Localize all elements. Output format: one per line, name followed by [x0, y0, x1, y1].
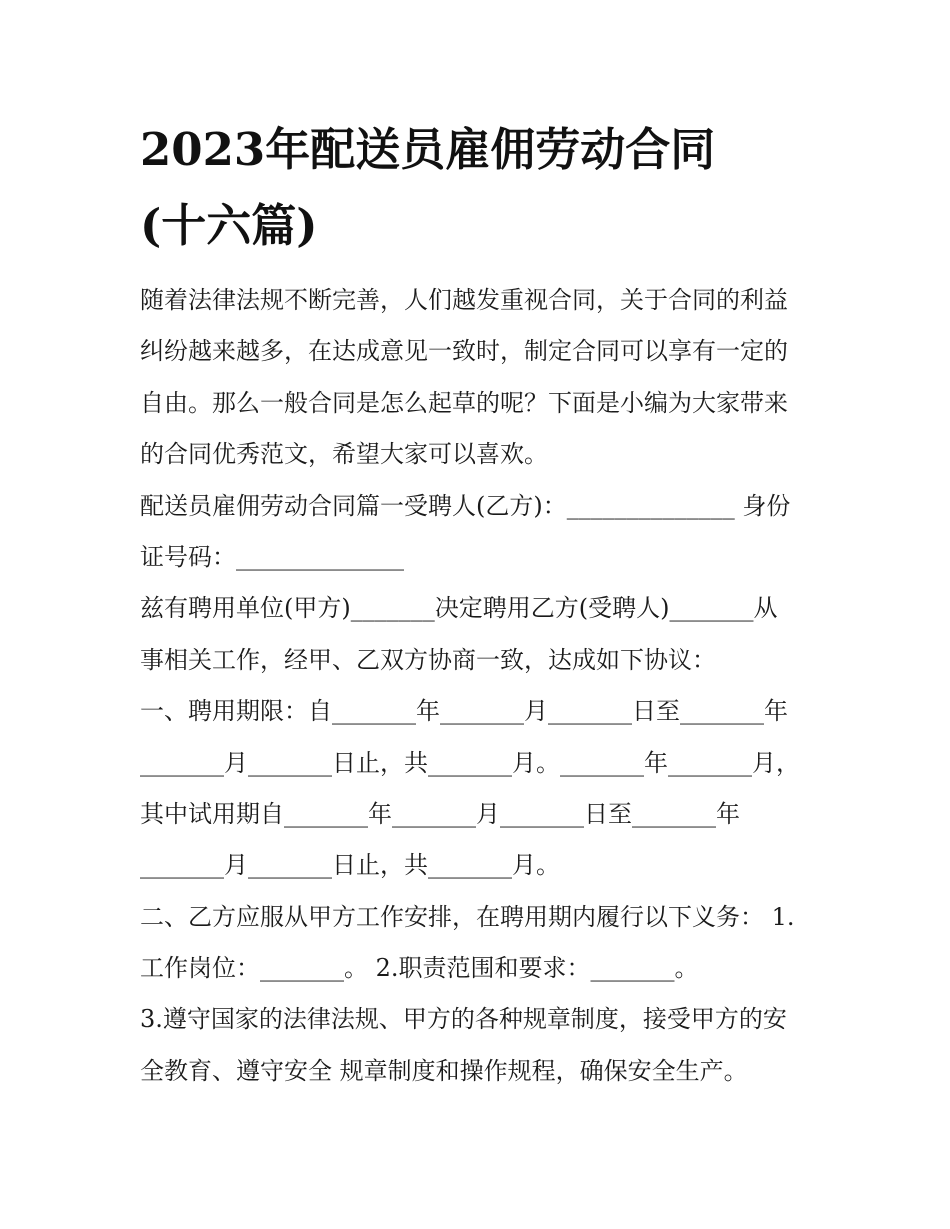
body-line: 3.遵守国家的法律法规、甲方的各种规章制度，接受甲方的安	[140, 1005, 787, 1034]
body-line: 证号码：______________	[140, 542, 404, 571]
body-line: 二、乙方应服从甲方工作安排，在聘用期内履行以下义务： 1.	[140, 902, 795, 931]
body-line: 一、聘用期限：自_______年_______月_______日至_______年	[140, 697, 788, 726]
body-line: 自由。那么一般合同是怎么起草的呢？下面是小编为大家带来	[140, 388, 788, 417]
body-line: 纠纷越来越多，在达成意见一致时，制定合同可以享有一定的	[140, 337, 788, 366]
body-line: _______月_______日止，共_______月。	[140, 851, 560, 880]
body-line: 其中试用期自_______年_______月_______日至_______年	[140, 799, 740, 828]
document-body	[140, 275, 820, 1097]
body-line: 的合同优秀范文，希望大家可以喜欢。	[140, 440, 548, 469]
body-line: 兹有聘用单位(甲方)_______决定聘用乙方(受聘人)_______从	[140, 594, 778, 623]
body-line: 配送员雇佣劳动合同篇一受聘人(乙方)：______________ 身份	[140, 491, 791, 520]
title-line-2: (十六篇)	[140, 199, 318, 252]
document-title	[140, 112, 840, 264]
body-line: 事相关工作，经甲、乙双方协商一致，达成如下协议：	[140, 645, 716, 674]
body-line: 随着法律法规不断完善，人们越发重视合同，关于合同的利益	[140, 286, 788, 314]
body-line: _______月_______日止，共_______月。_______年_______月，	[140, 748, 800, 777]
body-line: 全教育、遵守安全 规章制度和操作规程，确保安全生产。	[140, 1056, 748, 1085]
body-line: 工作岗位：_______。 2.职责范围和要求：_______。	[140, 954, 699, 983]
title-line-1: 2023年配送员雇佣劳动合同	[140, 123, 716, 176]
